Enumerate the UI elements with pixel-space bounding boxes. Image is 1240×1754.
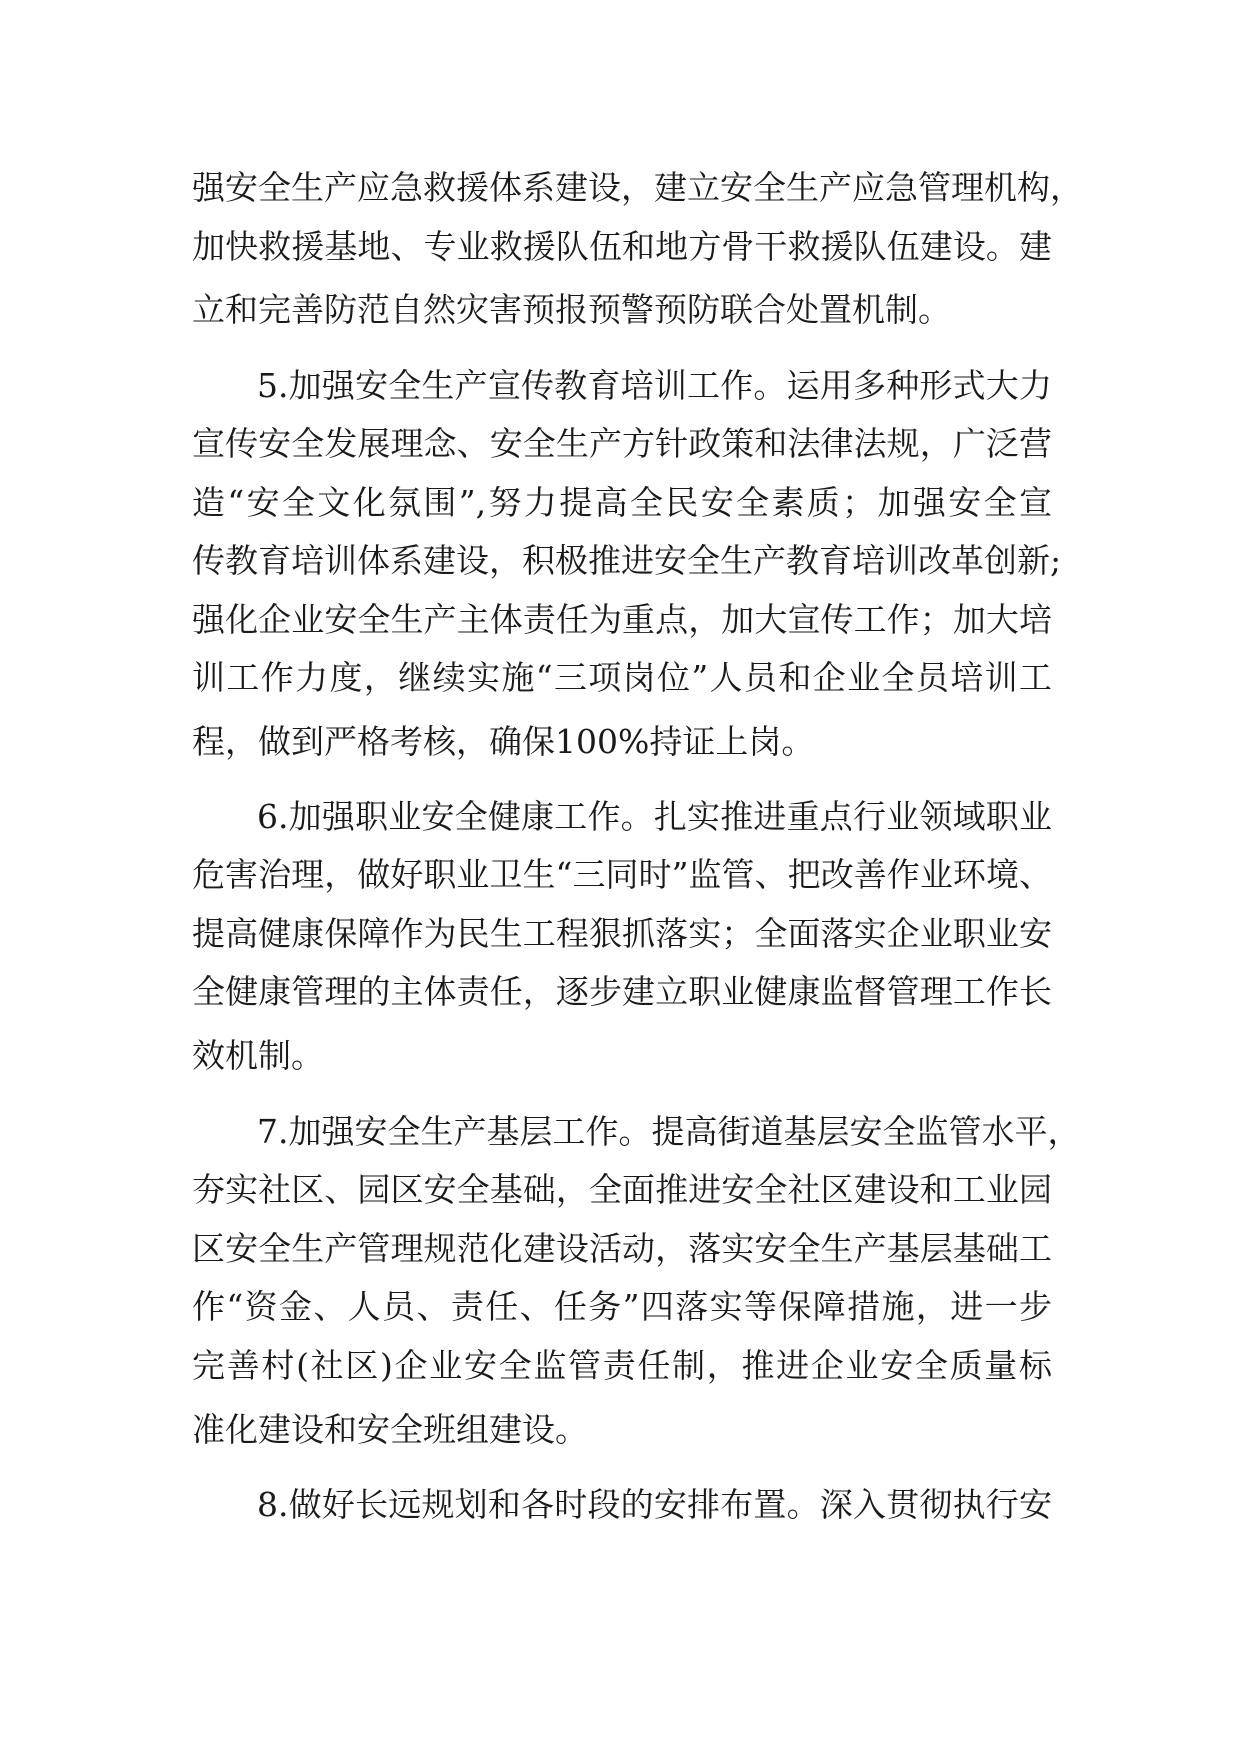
text-line: 程，做到严格考核，确保100%持证上岗。: [192, 722, 815, 761]
text-line: 强安全生产应急救援体系建设，建立安全生产应急管理机构，: [192, 168, 1083, 207]
text-line: 宣传安全发展理念、安全生产方针政策和法律法规，广泛营: [192, 424, 1052, 463]
paragraph-heading-7: 7.加强安全生产基层工作。提高街道基层安全监管水平，: [257, 1112, 1081, 1151]
text-line: 完善村(社区)企业安全监管责任制，推进企业安全质量标: [192, 1346, 1052, 1385]
text-line: 训工作力度，继续实施“三项岗位”人员和企业全员培训工: [192, 658, 1052, 697]
text-line: 加快救援基地、专业救援队伍和地方骨干救援队伍建设。建: [192, 227, 1052, 266]
paragraph-heading-8: 8.做好长远规划和各时段的安排布置。深入贯彻执行安: [257, 1485, 1052, 1524]
text-line: 立和完善防范自然灾害预报预警预防联合处置机制。: [192, 290, 951, 329]
paragraph-heading-5: 5.加强安全生产宣传教育培训工作。运用多种形式大力: [257, 366, 1052, 405]
text-line: 传教育培训体系建设，积极推进安全生产教育培训改革创新;: [192, 541, 1062, 580]
text-line: 区安全生产管理规范化建设活动，落实安全生产基层基础工: [192, 1229, 1052, 1268]
text-line: 夯实社区、园区安全基础，全面推进安全社区建设和工业园: [192, 1170, 1052, 1209]
text-line: 提高健康保障作为民生工程狠抓落实；全面落实企业职业安: [192, 914, 1052, 953]
text-line: 准化建设和安全班组建设。: [192, 1410, 588, 1449]
text-line: 效机制。: [192, 1036, 324, 1075]
text-line: 作“资金、人员、责任、任务”四落实等保障措施，进一步: [192, 1287, 1052, 1326]
text-line: 强化企业安全生产主体责任为重点，加大宣传工作；加大培: [192, 600, 1052, 639]
paragraph-heading-6: 6.加强职业安全健康工作。扎实推进重点行业领域职业: [257, 797, 1052, 836]
text-line: 全健康管理的主体责任，逐步建立职业健康监督管理工作长: [192, 972, 1052, 1011]
text-line: 造“安全文化氛围”,努力提高全民安全素质；加强安全宣: [192, 483, 1052, 522]
text-line: 危害治理，做好职业卫生“三同时”监管、把改善作业环境、: [192, 855, 1052, 894]
